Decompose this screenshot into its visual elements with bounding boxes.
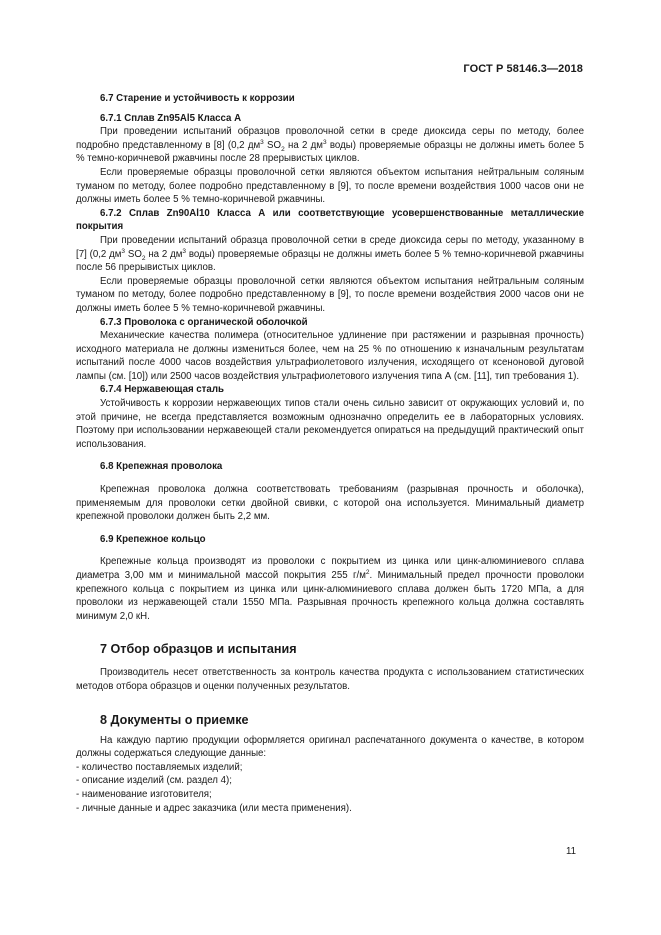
list-item: - описание изделий (см. раздел 4); (76, 775, 232, 787)
section-6-8-paragraph-1: Крепежная проволока должна соответствовать требованиям (разрывная прочность и оболочка), применяемым для проволоки сетки двойной свивки, с которой она используется. Минимальный диаметр крепежной проволоки должен быть 2,2 мм. (76, 484, 584, 523)
section-6-7-4-paragraph-1: Устойчивость к коррозии нержавеющих типов стали очень сильно зависит от окружающих условий и, по этой причине, не всегда представляется возможным однозначно определить ее в лабораторных условиях. Поэтому при использовании нержавеющей стали рекомендуется опираться на предыдущий практический опыт использования. (76, 398, 584, 450)
section-6-7-1-paragraph-1: При проведении испытаний образцов проволочной сетки в среде диоксида серы по методу, более подробно представленному в [8] (0,2 $дм^3$ $SO_2$ на 2 $дм^3$ воды) проверяемые образцы не должны иметь более 5 % темно-коричневой ржавчины после 28 прерывистых циклов. (76, 126, 584, 165)
section-6-7-3-title: 6.7.3 Проволока с органической оболочкой (100, 316, 308, 328)
section-6-7-4-title: 6.7.4 Нержавеющая сталь (100, 384, 224, 396)
section-6-9-paragraph-1: Крепежные кольца производят из проволоки с покрытием из цинка или цинк-алюминиевого сплава диаметра 3,00 мм и минимальной массой покрытия 255 $г/м^2$. Минимальный предел прочности проволоки крепежного кольца с покрытием из цинка или цинк-алюминиевого сплава должен быть 1720 МПа, а для проволоки из нержавеющей стали 1550 МПа. Разрывная прочность крепежного кольца должна составлять минимум 2,0 кН. (76, 556, 585, 622)
section-6-7-1-paragraph-2: Если проверяемые образцы проволочной сетки являются объектом испытания нейтральным соляным туманом по методу, более подробно представленному в [9], то после времени воздействия 1000 часов они не должны иметь более 5 % темно-коричневой ржавчины. (76, 166, 584, 206)
section-6-8-title: 6.8 Крепежная проволока (100, 461, 223, 473)
page-content (76, 92, 584, 815)
section-6-7-1-title: 6.7.1 Сплав Zn95Al5 Класса А (100, 112, 242, 124)
section-6-7-3-paragraph-1: Механические качества полимера (относительное удлинение при растяжении и разрывная прочность) исходного материала не должны измениться более, чем на 25 % по отношению к изначальным результатам испытаний после 4000 часов воздействия ультрафиолетового излучения, исходящего от ксеноновой дуговой лампы (см. [10]) или 2500 часов воздействия ультрафиолетового излучения типа А (см. [11], тип требования 1). (76, 330, 584, 382)
section-7-paragraph-1: Производитель несет ответственность за контроль качества продукта с использованием статистических методов отбора образцов и оценки полученных результатов. (76, 667, 584, 692)
section-7-title: 7 Отбор образцов и испытания (100, 642, 297, 657)
section-8-title: 8 Документы о приемке (100, 712, 249, 727)
section-6-9-title: 6.9 Крепежное кольцо (100, 533, 206, 545)
list-item: - личные данные и адрес заказчика (или места применения). (76, 802, 352, 814)
document-code: ГОСТ Р 58146.3—2018 (463, 63, 583, 75)
acceptance-data-list (76, 761, 584, 815)
section-6-7-2-title: 6.7.2 Сплав Zn90Al10 Класса А или соответствующие усовершенствованные металлические покрытия (76, 207, 584, 233)
list-item: - наименование изготовителя; (76, 788, 212, 800)
section-6-7-title: 6.7 Старение и устойчивость к коррозии (100, 93, 295, 104)
section-6-7-2-paragraph-2: Если проверяемые образцы проволочной сетки являются объектом испытания нейтральным соляным туманом по методу, более подробно представленному в [9], то после времени воздействия 2000 часов они не должны иметь более 5 % темно-коричневой ржавчины. (76, 275, 584, 314)
section-8-paragraph-1: На каждую партию продукции оформляется оригинал распечатанного документа о качестве, в котором должны содержаться следующие данные: (76, 734, 584, 760)
section-6-7-2-paragraph-1: При проведении испытаний образца проволочной сетки в среде диоксида серы по методу, указанному в [7] (0,2 $дм^3$ $SO_2$ на 2 $дм^3$ воды) проверяемые образцы не должны иметь более 5 % темно-коричневой ржавчины после 56 прерывистых циклов. (76, 234, 584, 274)
list-item: - количество поставляемых изделий; (76, 761, 243, 773)
page-number: 11 (566, 846, 577, 857)
